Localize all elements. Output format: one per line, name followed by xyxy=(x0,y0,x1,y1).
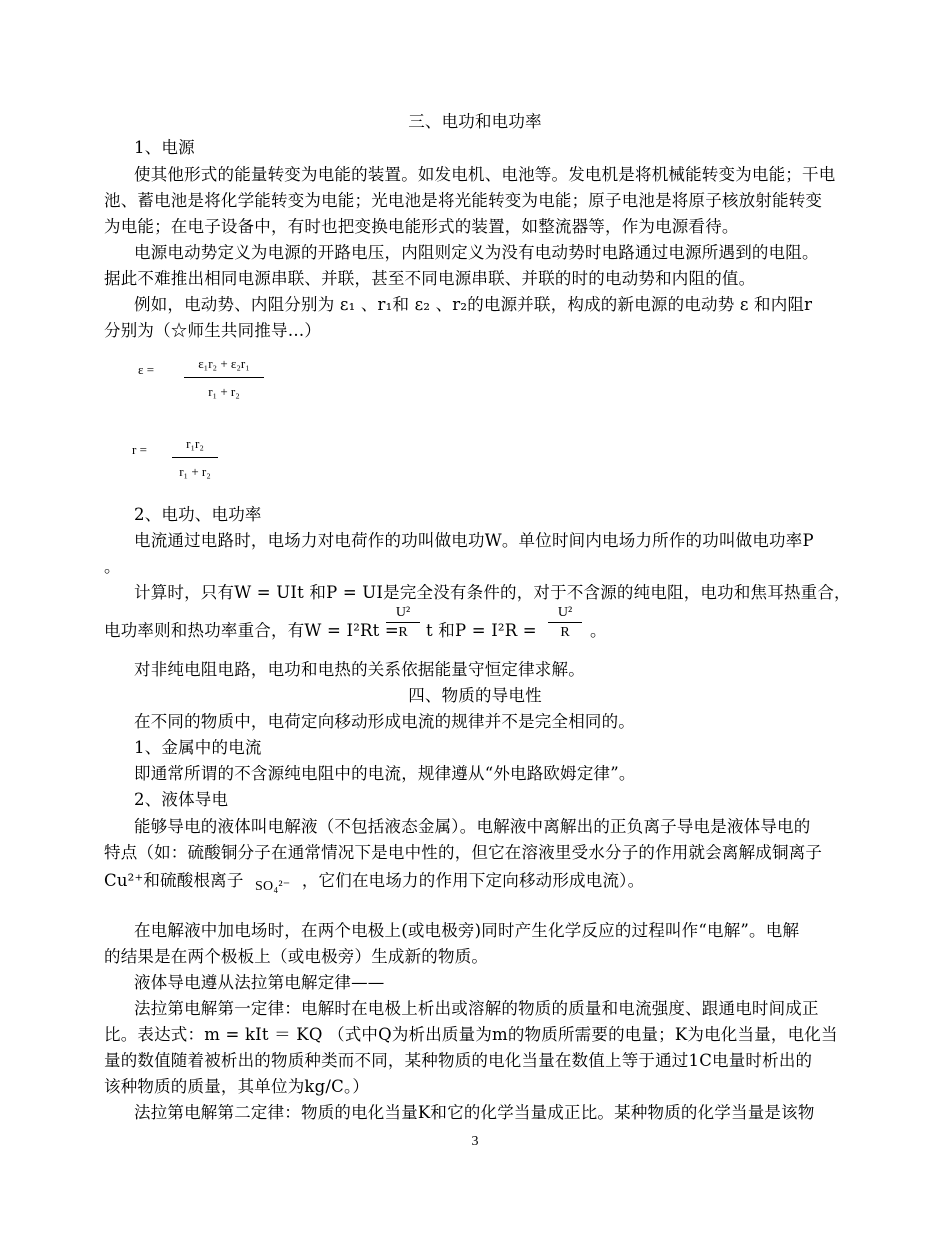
paragraph-line: 。 xyxy=(590,621,607,640)
formula-r-denominator: r₁ + r₂ xyxy=(179,464,211,479)
formula-r-numerator: r₁r₂ xyxy=(186,436,204,451)
paragraph-line: 分别为（☆师生共同推导…） xyxy=(104,321,322,340)
paragraph-line: 量的数值随着被析出的物质种类而不同，某种物质的电化当量在数值上等于通过1C电量时析出的 xyxy=(104,1051,813,1070)
paragraph-line: 特点（如：硫酸铜分子在通常情况下是电中性的，但它在溶液里受水分子的作用就会离解成铜离子 xyxy=(104,843,823,862)
paragraph-line: 在不同的物质中，电荷定向移动形成电流的规律并不是完全相同的。 xyxy=(134,712,635,731)
formula-emf-lhs: ε = xyxy=(138,362,155,377)
formula-internal-resistance xyxy=(132,436,252,486)
fraction-denominator: R xyxy=(560,625,570,640)
paragraph-line: 在电解液中加电场时，在两个电极上(或电极旁)同时产生化学反应的过程叫作“电解”。电解 xyxy=(134,921,800,940)
fraction-bar xyxy=(184,377,264,378)
fraction-denominator: R xyxy=(398,625,408,640)
heading-metal-current: 1、金属中的电流 xyxy=(134,738,262,757)
heading-liquid-conduction: 2、液体导电 xyxy=(134,790,229,809)
paragraph-line: 使其他形式的能量转变为电能的装置。如发电机、电池等。发电机是将机械能转变为电能；干电 xyxy=(134,165,836,184)
section-title-4: 四、物质的导电性 xyxy=(408,686,542,705)
paragraph-line: 的结果是在两个极板上（或电极旁）生成新的物质。 xyxy=(104,947,489,966)
paragraph-line: 例如，电动势、内阻分别为 ε₁ 、r₁和 ε₂ 、r₂的电源并联，构成的新电源的电动势 ε 和内阻r xyxy=(134,295,813,314)
fraction-numerator: U² xyxy=(557,605,573,620)
paragraph-line: 该种物质的质量，其单位为kg/C。） xyxy=(104,1077,370,1096)
paragraph-line: 法拉第电解第二定律：物质的电化当量K和它的化学当量成正比。某种物质的化学当量是该物 xyxy=(134,1103,815,1122)
formula-r-lhs: r = xyxy=(132,442,147,457)
paragraph-line: t 和P = I²R = xyxy=(426,621,537,640)
paragraph-line: 能够导电的液体叫电解液（不包括液态金属）。电解液中离解出的正负离子导电是液体导电的 xyxy=(134,817,811,836)
text-segment: 电功率则和热功率重合，有W = I²Rt = xyxy=(104,621,399,640)
paragraph-line: 对非纯电阻电路，电功和电热的关系依据能量守恒定律求解。 xyxy=(134,660,585,679)
heading-work-power: 2、电功、电功率 xyxy=(134,505,262,524)
fraction-bar xyxy=(172,457,218,458)
paragraph-line: 池、蓄电池是将化学能转变为电能；光电池是将光能转变为电能；原子电池是将原子核放射能转变 xyxy=(104,191,823,210)
paragraph-line: 比。表达式：m = kIt ＝ KQ （式中Q为析出质量为m的物质所需要的电量；K为电化当量，电化当 xyxy=(104,1025,838,1044)
paragraph-line: 。 xyxy=(104,557,121,576)
text-segment: Cu²⁺和硫酸根离子 xyxy=(104,871,244,890)
fraction-numerator: U² xyxy=(395,605,411,620)
paragraph-line: 计算时，只有W = UIt 和P = UI是完全没有条件的，对于不含源的纯电阻，电功和焦耳热重合， xyxy=(134,583,851,602)
formula-emf-numerator: ε₁r₂ + ε₂r₁ xyxy=(198,356,250,371)
paragraph-line: 法拉第电解第一定律：电解时在电极上析出或溶解的物质的质量和电流强度、跟通电时间成正 xyxy=(134,999,819,1018)
heading-power-source: 1、电源 xyxy=(134,138,195,157)
sulfate-ion-formula: SO₄²⁻ xyxy=(255,879,291,894)
paragraph-line: 电流通过电路时，电场力对电荷作的功叫做电功W。单位时间内电场力所作的功叫做电功率P xyxy=(134,531,814,550)
text-segment: ，它们在电场力的作用下定向移动形成电流）。 xyxy=(301,871,645,890)
formula-emf xyxy=(138,356,278,406)
fraction-u2-over-r xyxy=(548,604,582,643)
paragraph-line: 据此不难推出相同电源串联、并联，甚至不同电源串联、并联的时的电动势和内阻的值。 xyxy=(104,269,756,288)
paragraph-line: 即通常所谓的不含源纯电阻中的电流，规律遵从“外电路欧姆定律”。 xyxy=(134,764,636,783)
page-number: 3 xyxy=(471,1134,479,1149)
paragraph-line: 液体导电遵从法拉第电解定律—— xyxy=(134,973,385,992)
paragraph-line-ions xyxy=(104,869,856,895)
paragraph-line: 为电能；在电子设备中，有时也把变换电能形式的装置，如整流器等，作为电源看待。 xyxy=(104,217,739,236)
section-title-3: 三、电功和电功率 xyxy=(408,112,542,131)
paragraph-line: 电源电动势定义为电源的开路电压，内阻则定义为没有电动势时电路通过电源所遇到的电阻。 xyxy=(134,243,819,262)
formula-emf-denominator: r₁ + r₂ xyxy=(208,384,240,399)
fraction-u2-over-r xyxy=(386,604,420,643)
